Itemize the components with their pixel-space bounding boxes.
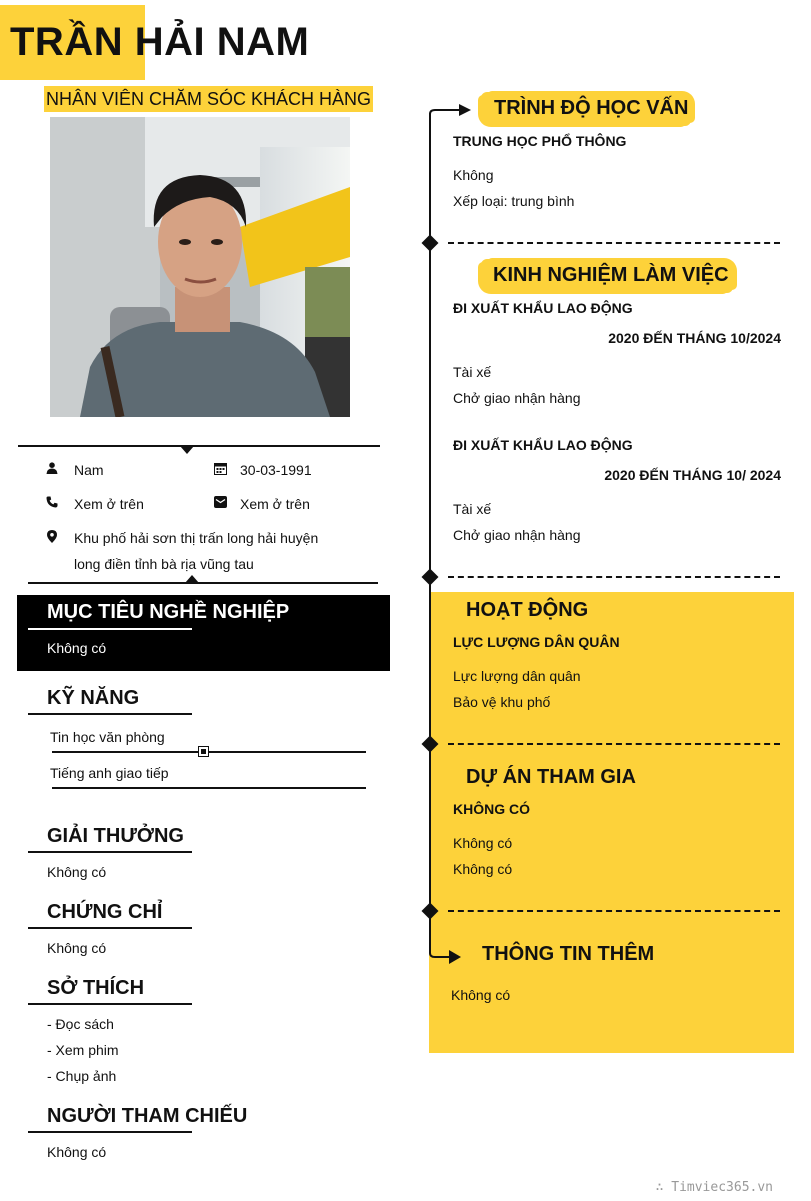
contact-top-divider xyxy=(18,445,380,447)
activities-line-2: Bảo vệ khu phố xyxy=(453,694,551,710)
skill-bar-track xyxy=(52,787,366,789)
career-goal-title: MỤC TIÊU NGHỀ NGHIỆP xyxy=(47,601,290,623)
activities-panel xyxy=(429,592,794,1053)
phone-value: Xem ở trên xyxy=(74,496,144,512)
additional-info-text: Không có xyxy=(451,987,511,1003)
projects-title: DỰ ÁN THAM GIA xyxy=(466,766,636,788)
career-goal-text: Không có xyxy=(47,640,107,656)
education-line-1: Không xyxy=(453,167,494,183)
education-title: TRÌNH ĐỘ HỌC VẤN xyxy=(494,97,689,119)
arrow-right-icon xyxy=(429,925,465,974)
references-title: NGƯỜI THAM CHIẾU xyxy=(47,1105,248,1127)
diamond-icon xyxy=(422,235,439,252)
experience-period: 2020 ĐẾN THÁNG 10/ 2024 xyxy=(604,467,781,483)
experience-desc: Chở giao nhận hàng xyxy=(453,527,581,543)
skill-name: Tiếng anh giao tiếp xyxy=(50,765,169,781)
experience-period: 2020 ĐẾN THÁNG 10/2024 xyxy=(608,330,781,346)
education-school: TRUNG HỌC PHỔ THÔNG xyxy=(453,133,627,149)
hobby-item: - Xem phim xyxy=(47,1042,119,1058)
experience-role: Tài xế xyxy=(453,501,492,517)
career-goal-underline xyxy=(28,628,192,630)
section-divider xyxy=(448,576,780,578)
additional-info-title: THÔNG TIN THÊM xyxy=(482,943,655,965)
awards-title: GIẢI THƯỞNG xyxy=(47,825,184,847)
experience-company: ĐI XUẤT KHẨU LAO ĐỘNG xyxy=(453,300,633,316)
gender-value: Nam xyxy=(74,462,104,478)
activities-title: HOẠT ĐỘNG xyxy=(466,599,589,621)
certificates-title: CHỨNG CHỈ xyxy=(47,901,163,923)
skills-title: KỸ NĂNG xyxy=(47,687,140,709)
arrow-right-icon xyxy=(429,102,474,127)
section-divider xyxy=(448,242,780,244)
watermark xyxy=(656,1180,773,1195)
section-divider xyxy=(448,910,780,912)
skill-level-marker xyxy=(198,746,209,757)
location-icon xyxy=(45,529,59,543)
experience-desc: Chở giao nhận hàng xyxy=(453,390,581,406)
watermark-text: Timviec365.vn xyxy=(671,1180,773,1195)
hobbies-underline xyxy=(28,1003,192,1005)
contact-bottom-divider xyxy=(28,582,378,584)
activities-line-1: Lực lượng dân quân xyxy=(453,668,581,684)
address-line-2: long điền tỉnh bà rịa vũng tau xyxy=(74,556,254,572)
job-title: NHÂN VIÊN CHĂM SÓC KHÁCH HÀNG xyxy=(44,86,373,112)
skill-name: Tin học văn phòng xyxy=(50,729,165,745)
email-icon xyxy=(213,495,227,509)
references-text: Không có xyxy=(47,1144,107,1160)
education-line-2: Xếp loại: trung bình xyxy=(453,193,575,209)
hobby-item: - Đọc sách xyxy=(47,1016,114,1032)
email-value: Xem ở trên xyxy=(240,496,310,512)
skills-underline xyxy=(28,713,192,715)
logo-icon: ∴ xyxy=(655,1180,672,1195)
projects-line-2: Không có xyxy=(453,861,513,877)
section-divider xyxy=(448,743,780,745)
phone-icon xyxy=(45,495,59,509)
profile-photo xyxy=(50,117,350,417)
hobby-item: - Chụp ảnh xyxy=(47,1068,117,1084)
projects-name: KHÔNG CÓ xyxy=(453,801,530,817)
projects-line-1: Không có xyxy=(453,835,513,851)
address-line-1: Khu phố hải sơn thị trấn long hải huyện xyxy=(74,530,319,546)
certificates-underline xyxy=(28,927,192,929)
references-underline xyxy=(28,1131,192,1133)
calendar-icon xyxy=(213,461,227,475)
experience-company: ĐI XUẤT KHẨU LAO ĐỘNG xyxy=(453,437,633,453)
experience-role: Tài xế xyxy=(453,364,492,380)
certificates-text: Không có xyxy=(47,940,107,956)
user-icon xyxy=(45,461,59,475)
hobbies-title: SỞ THÍCH xyxy=(47,977,145,999)
skill-bar-track xyxy=(52,751,366,753)
awards-text: Không có xyxy=(47,864,107,880)
experience-title: KINH NGHIỆM LÀM VIỆC xyxy=(493,264,729,286)
candidate-name: TRẦN HẢI NAM xyxy=(10,20,310,64)
diamond-icon xyxy=(422,569,439,586)
awards-underline xyxy=(28,851,192,853)
activities-org: LỰC LƯỢNG DÂN QUÂN xyxy=(453,634,620,650)
birthday-value: 30-03-1991 xyxy=(240,462,312,478)
divider-pointer xyxy=(180,446,194,454)
profile-photo-image xyxy=(50,117,350,417)
